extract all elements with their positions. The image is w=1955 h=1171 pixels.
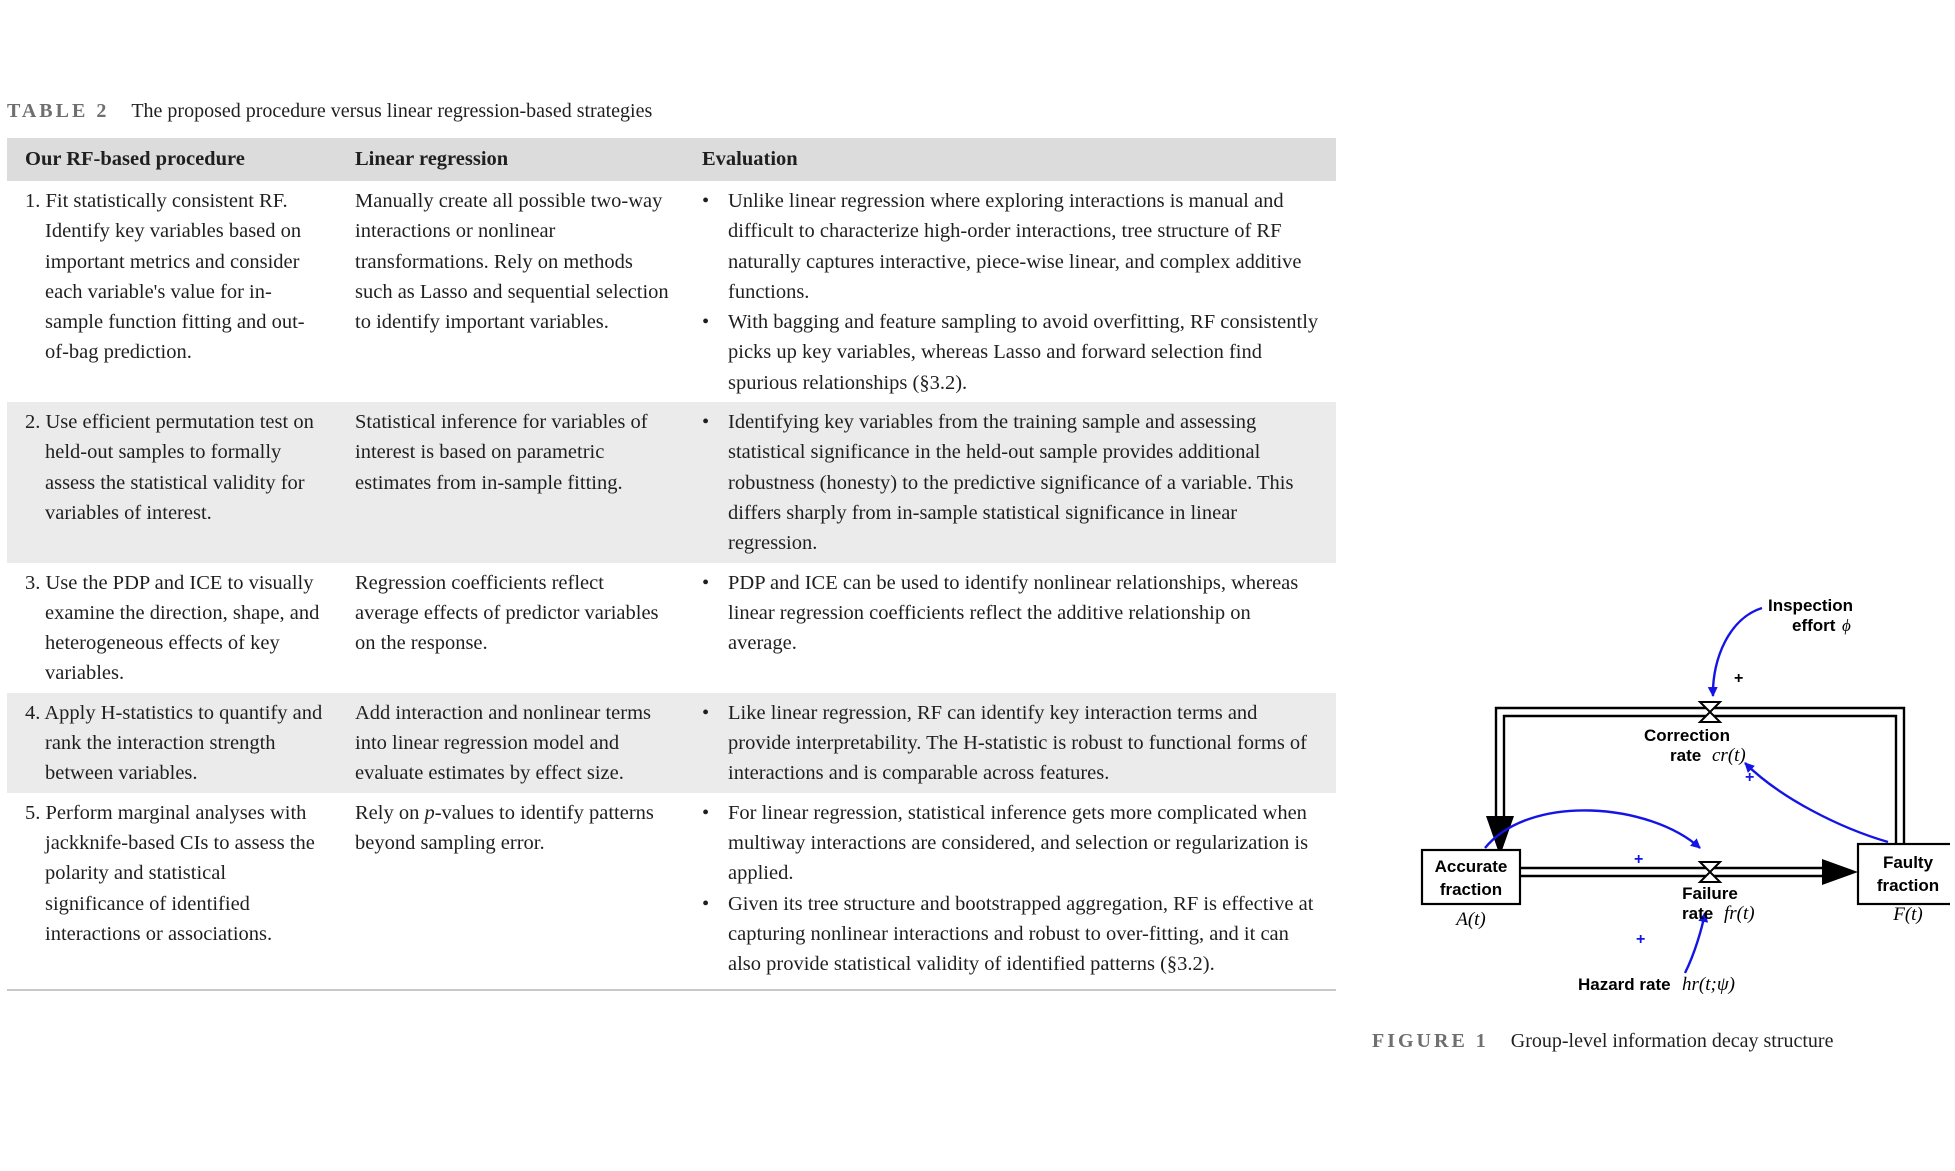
table-header-row — [7, 138, 1336, 181]
evaluation-bullet: • Identifying key variables from the training sample and assessing statistical significance in the held-out sample provides additional robustness (honesty) to the predictive significance of a variable. This differs sharply from in-sample statistical significance in linear regression. — [702, 407, 1324, 558]
procedure-cell: 2. Use efficient permutation test on held-out samples to formally assess the statistical validity for variables of interest. — [7, 402, 337, 562]
evaluation-bullet: • With bagging and feature sampling to avoid overfitting, RF consistently picks up key variables, whereas Lasso and forward selection find spurious relationships (§3.2). — [702, 307, 1324, 398]
evaluation-cell — [684, 181, 1336, 402]
linear-cell: Statistical inference for variables of interest is based on parametric estimates from in-sample fitting. — [337, 402, 684, 562]
linear-cell: Rely on p-values to identify patterns beyond sampling error. — [337, 793, 684, 991]
evaluation-bullet: • Given its tree structure and bootstrapped aggregation, RF is effective at capturing nonlinear interactions and robust to over-fitting, and it can also provide statistical validity of identified patterns (§3.2). — [702, 889, 1324, 980]
table-row — [7, 402, 1336, 562]
accurate-symbol: A(t) — [1456, 909, 1486, 930]
linear-cell: Add interaction and nonlinear terms into linear regression model and evaluate estimates by effect size. — [337, 693, 684, 793]
table-row — [7, 181, 1336, 402]
evaluation-bullet: • Like linear regression, RF can identify key interaction terms and provide interpretability. The H-statistic is robust to functional forms of interactions and is comparable across features. — [702, 698, 1324, 789]
evaluation-bullet: • PDP and ICE can be used to identify nonlinear relationships, whereas linear regression coefficients reflect the additive relationship on average. — [702, 568, 1324, 659]
table-row — [7, 693, 1336, 793]
linear-cell: Regression coefficients reflect average effects of predictor variables on the response. — [355, 571, 659, 655]
evaluation-cell — [684, 563, 1336, 693]
evaluation-cell — [684, 793, 1336, 991]
plus-sign: + — [1634, 851, 1644, 868]
procedure-cell: 3. Use the PDP and ICE to visually examine the direction, shape, and heterogeneous effects of key variables. — [25, 571, 320, 685]
hazard-label: Hazard rate — [1578, 975, 1671, 994]
accurate-label: Accurate — [1434, 857, 1508, 876]
faulty-to-correction-arrow — [1745, 763, 1888, 842]
failure-rate-label: rate — [1682, 904, 1714, 923]
table-title: The proposed procedure versus linear regression-based strategies — [131, 100, 653, 122]
fraction-label: fraction — [1876, 876, 1940, 895]
fraction-label: fraction — [1439, 880, 1503, 899]
header-linear-regression: Linear regression — [337, 138, 684, 181]
correction-label: Correction — [1644, 726, 1730, 745]
plus-sign: + — [1636, 931, 1646, 948]
plus-sign: + — [1734, 670, 1744, 687]
inspection-label: Inspection — [1768, 596, 1854, 615]
figure-title: Group-level information decay structure — [1510, 1030, 1834, 1052]
failure-flow-arrowhead — [1822, 859, 1858, 885]
table-caption — [7, 98, 652, 124]
figure-caption — [1372, 1028, 1833, 1054]
evaluation-bullet: • For linear regression, statistical inference gets more complicated when multiway interactions are considered, and selection or regularization is applied. — [702, 798, 1324, 889]
procedure-cell: 1. Fit statistically consistent RF. Identify key variables based on important metrics and consider each variable's value for in-sample function fitting and out-of-bag prediction. — [25, 190, 305, 364]
header-procedure: Our RF-based procedure — [7, 138, 337, 181]
plus-sign: + — [1745, 769, 1755, 786]
failure-valve-icon — [1700, 862, 1720, 882]
evaluation-bullet: • Unlike linear regression where exploring interactions is manual and difficult to characterize high-order interactions, tree structure of RF naturally captures interactive, piece-wise linear, and complex additive functions. — [702, 186, 1324, 307]
procedure-cell: 5. Perform marginal analyses with jackknife-based CIs to assess the polarity and statistical significance of identified interactions or associations. — [7, 793, 337, 991]
inspection-symbol: ϕ — [1842, 616, 1851, 635]
procedure-cell: 4. Apply H-statistics to quantify and rank the interaction strength between variables. — [7, 693, 337, 793]
effort-label: effort — [1792, 616, 1836, 635]
table-row — [7, 563, 1336, 693]
figure-label: FIGURE 1 — [1372, 1030, 1489, 1052]
correction-valve-icon — [1700, 702, 1720, 722]
comparison-table — [7, 138, 1336, 991]
linear-cell: Manually create all possible two-way interactions or nonlinear transformations. Rely on methods such as Lasso and sequential selection to identify important variables. — [355, 190, 669, 334]
correction-symbol: cr(t) — [1712, 745, 1746, 766]
failure-flow-pipe — [1520, 868, 1825, 876]
faulty-symbol: F(t) — [1893, 904, 1923, 925]
faulty-label: Faulty — [1882, 853, 1934, 872]
table-label: TABLE 2 — [7, 100, 110, 122]
accurate-to-failure-arrow — [1485, 810, 1700, 848]
failure-label: Failure — [1682, 884, 1738, 903]
evaluation-cell — [684, 693, 1336, 793]
correction-rate-label: rate — [1670, 746, 1702, 765]
failure-symbol: fr(t) — [1724, 903, 1755, 924]
hazard-symbol: hr(t;ψ) — [1682, 974, 1735, 995]
table-row — [7, 793, 1336, 991]
decay-structure-diagram — [1410, 578, 1950, 1008]
evaluation-cell — [684, 402, 1336, 562]
header-evaluation: Evaluation — [684, 138, 1336, 181]
